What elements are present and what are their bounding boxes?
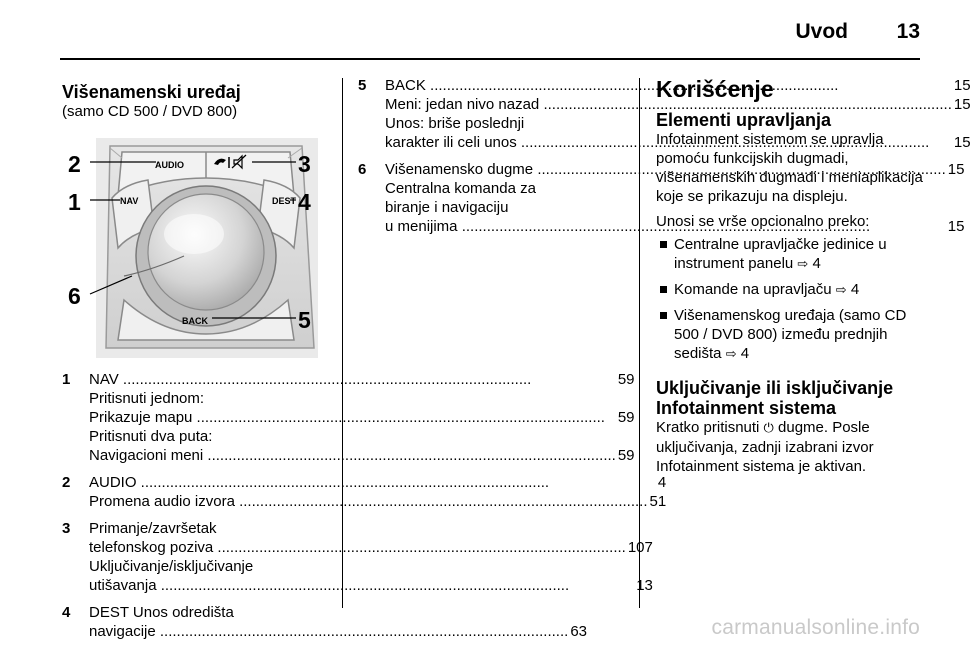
intro-paragraph: Infotainment sistemom se upravlja pomoću funkcijskih dugmadi, višenamenskih dugmadi i meniaplikacija koje se prikazuju na displeju. — [656, 131, 923, 205]
legend-text: Promena audio izvora ..... — [89, 492, 648, 511]
bullet-square-icon — [660, 286, 667, 293]
page-ref: 13 — [636, 577, 653, 594]
legend-text: Navigacioni meni ..... — [89, 446, 616, 465]
audio-button-label: AUDIO — [155, 160, 184, 170]
power-paragraph: Kratko pritisnuti ⏻ dugme. Posle uključivanja, zadnji izabrani izvor Infotainment sistema je aktivan. — [656, 419, 874, 475]
page-ref: 107 — [627, 539, 653, 556]
page-ref: 15 — [953, 134, 971, 151]
right-column — [656, 76, 924, 476]
legend-text: utišavanja ..... — [89, 576, 634, 595]
page-ref: 15 — [953, 77, 971, 94]
legend-entry — [62, 370, 635, 465]
legend-text: telefonskog poziva ..... — [89, 538, 626, 557]
section-heading: Elementi upravljanja — [656, 110, 832, 130]
legend-number: 5 — [358, 77, 367, 94]
callout-4: 4 — [298, 189, 311, 215]
legend-text: Centralna komanda za — [385, 180, 536, 197]
header-title: Uvod — [795, 20, 848, 43]
legend-text: biranje i navigaciju — [385, 199, 509, 216]
list-item: Centralne upravljačke jedinice u instrument panelu ⇨ 4 — [656, 235, 924, 274]
header-rule — [60, 58, 920, 60]
page-ref: 15 — [947, 218, 965, 235]
legend-number: 6 — [358, 161, 367, 178]
legend-text: u menijima ..... — [385, 217, 946, 236]
legend-text: Meni: jedan nivo nazad ..... — [385, 95, 952, 114]
list-item: Komande na upravljaču ⇨ 4 — [656, 280, 924, 300]
list-item: Višenamenskog uređaja (samo CD 500 / DVD 800) između prednjih sedišta ⇨ 4 — [656, 306, 924, 364]
page-ref: 59 — [617, 371, 635, 388]
page-ref: 4 — [812, 255, 821, 272]
legend-text: DEST Unos odredišta — [89, 604, 234, 621]
page-ref: 59 — [617, 409, 635, 426]
callout-6: 6 — [68, 283, 81, 309]
dest-button-label: DEST — [272, 196, 297, 206]
page-number: 13 — [896, 20, 920, 43]
legend-text: Uključivanje/isključivanje — [89, 558, 254, 575]
page-ref: 51 — [649, 493, 667, 510]
page-ref: 15 — [953, 96, 971, 113]
page-ref-arrow-icon: ⇨ — [835, 283, 847, 298]
legend-number: 3 — [62, 520, 71, 537]
input-methods-list — [656, 235, 924, 364]
page-ref-arrow-icon: ⇨ — [725, 347, 737, 362]
legend-text: Pritisnuti jednom: — [89, 390, 205, 407]
legend-text: Primanje/završetak — [89, 520, 217, 537]
page-ref: 59 — [617, 447, 635, 464]
knob-highlight — [164, 214, 224, 254]
legend-entry — [62, 603, 587, 641]
nav-button-label: NAV — [120, 196, 139, 206]
section-title: Višenamenski uređaj — [62, 82, 241, 102]
callout-5: 5 — [298, 307, 311, 333]
bullet-square-icon — [660, 241, 667, 248]
page-ref: 4 — [740, 345, 750, 362]
legend-text: Prikazuje mapu ..... — [89, 408, 616, 427]
legend-number: 4 — [62, 604, 71, 621]
callout-3: 3 — [298, 151, 311, 177]
legend-number: 2 — [62, 474, 71, 491]
bullet-square-icon — [660, 312, 667, 319]
callout-1: 1 — [68, 189, 81, 215]
page-ref: 15 — [947, 161, 965, 178]
page-ref-arrow-icon: ⇨ — [797, 257, 809, 272]
chapter-title: Korišćenje — [656, 76, 774, 102]
page-header — [0, 0, 960, 60]
legend-entry — [62, 519, 653, 595]
legend-text: navigacije ..... — [89, 622, 568, 641]
controller-figure — [62, 138, 324, 358]
legend-number: 1 — [62, 371, 71, 388]
legend-text: NAV ..... — [89, 370, 616, 389]
back-button-label: BACK — [182, 316, 208, 326]
legend-text: Višenamensko dugme ..... — [385, 160, 946, 179]
page-ref: 4 — [657, 474, 667, 491]
section-heading: Uključivanje ili isključivanje Infotainment sistema — [656, 378, 894, 418]
callout-2: 2 — [68, 151, 81, 177]
legend-text: BACK ..... — [385, 76, 952, 95]
legend-text: Unos: briše poslednji — [385, 115, 525, 132]
power-icon: ⏻ — [763, 421, 774, 436]
page-ref: 4 — [850, 281, 860, 298]
legend-text: karakter ili celi unos ..... — [385, 133, 952, 152]
legend-list-left — [62, 370, 667, 641]
section-subtitle: (samo CD 500 / DVD 800) — [62, 103, 238, 120]
legend-text: AUDIO ..... — [89, 473, 656, 492]
lead-paragraph: Unosi se vrše opcionalno preko: — [656, 213, 870, 230]
watermark: carmanualsonline.info — [711, 616, 920, 639]
page-ref: 63 — [570, 623, 587, 640]
legend-text: Pritisnuti dva puta: — [89, 428, 213, 445]
multifunction-controller-illustration — [62, 138, 324, 358]
legend-entry — [62, 473, 667, 511]
